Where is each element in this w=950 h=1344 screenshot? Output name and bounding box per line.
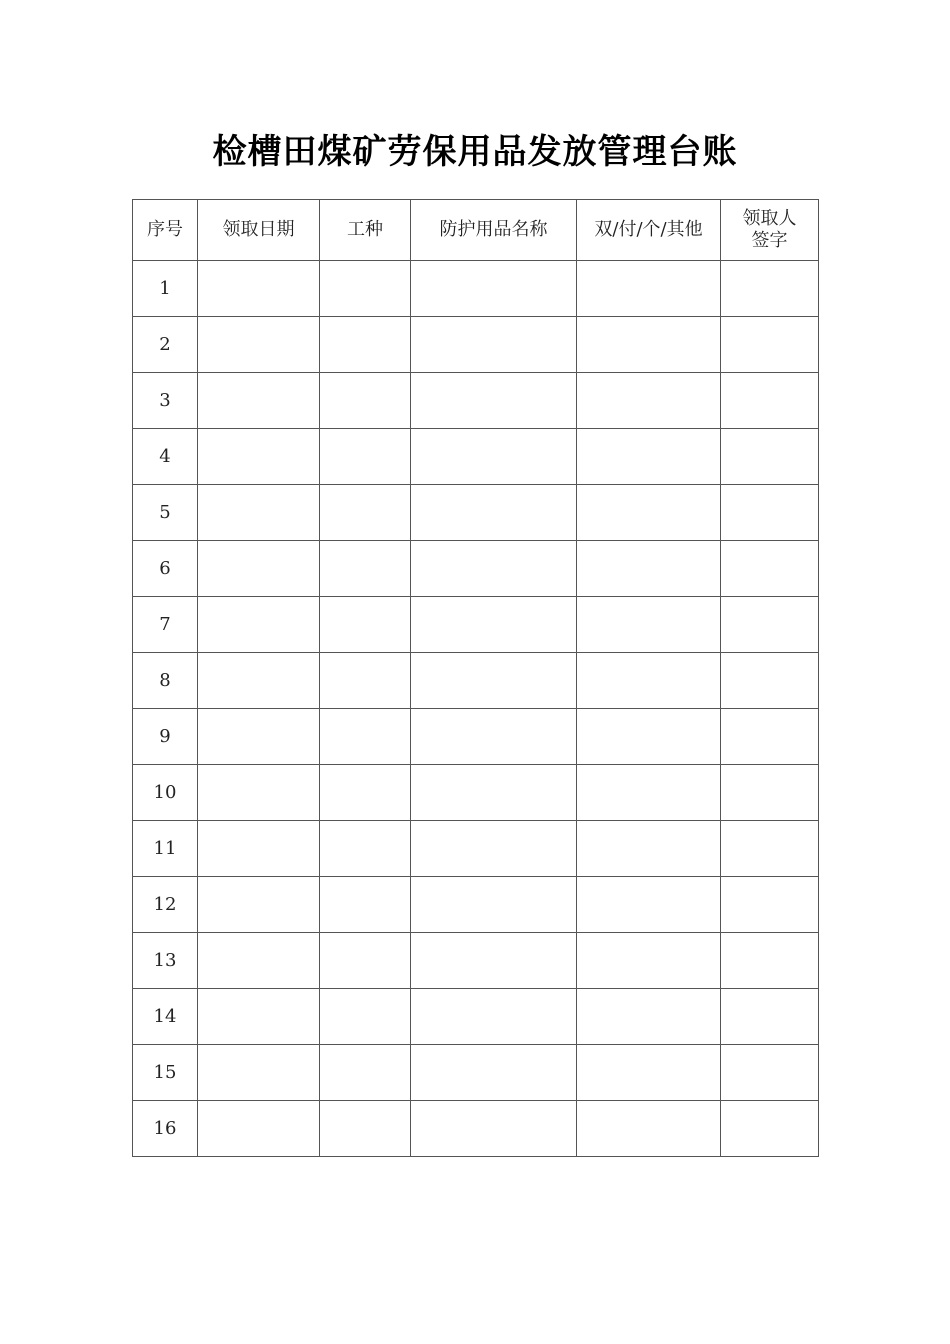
table-row <box>133 541 819 597</box>
table-row <box>133 765 819 821</box>
serial-no-cell: 2 <box>133 317 198 373</box>
job-type-cell[interactable] <box>320 1045 411 1101</box>
job-type-cell[interactable] <box>320 261 411 317</box>
equipment-name-cell[interactable] <box>411 317 577 373</box>
job-type-cell[interactable] <box>320 933 411 989</box>
table-row <box>133 653 819 709</box>
serial-no-cell: 4 <box>133 429 198 485</box>
equipment-name-cell[interactable] <box>411 765 577 821</box>
equipment-name-cell[interactable] <box>411 933 577 989</box>
unit-cell[interactable] <box>577 1045 721 1101</box>
table-row <box>133 317 819 373</box>
unit-cell[interactable] <box>577 653 721 709</box>
table-row <box>133 597 819 653</box>
signature-cell[interactable] <box>721 989 819 1045</box>
signature-cell[interactable] <box>721 1101 819 1157</box>
unit-cell[interactable] <box>577 709 721 765</box>
header-serial-no: 序号 <box>133 200 198 261</box>
ledger-table <box>132 199 819 1157</box>
unit-cell[interactable] <box>577 429 721 485</box>
table-row <box>133 821 819 877</box>
table-row <box>133 933 819 989</box>
equipment-name-cell[interactable] <box>411 821 577 877</box>
serial-no-cell: 13 <box>133 933 198 989</box>
table-row <box>133 485 819 541</box>
signature-cell[interactable] <box>721 373 819 429</box>
header-unit: 双/付/个/其他 <box>577 200 721 261</box>
table-row <box>133 1045 819 1101</box>
signature-cell[interactable] <box>721 821 819 877</box>
ledger-body <box>133 261 819 1157</box>
unit-cell[interactable] <box>577 821 721 877</box>
job-type-cell[interactable] <box>320 541 411 597</box>
header-equipment-name: 防护用品名称 <box>411 200 577 261</box>
issue-date-cell[interactable] <box>198 1045 320 1101</box>
issue-date-cell[interactable] <box>198 765 320 821</box>
issue-date-cell[interactable] <box>198 373 320 429</box>
equipment-name-cell[interactable] <box>411 709 577 765</box>
unit-cell[interactable] <box>577 765 721 821</box>
header-row <box>133 200 819 261</box>
equipment-name-cell[interactable] <box>411 877 577 933</box>
equipment-name-cell[interactable] <box>411 653 577 709</box>
signature-cell[interactable] <box>721 933 819 989</box>
issue-date-cell[interactable] <box>198 597 320 653</box>
signature-cell[interactable] <box>721 597 819 653</box>
serial-no-cell: 12 <box>133 877 198 933</box>
job-type-cell[interactable] <box>320 709 411 765</box>
job-type-cell[interactable] <box>320 373 411 429</box>
signature-cell[interactable] <box>721 709 819 765</box>
equipment-name-cell[interactable] <box>411 1045 577 1101</box>
issue-date-cell[interactable] <box>198 877 320 933</box>
issue-date-cell[interactable] <box>198 429 320 485</box>
equipment-name-cell[interactable] <box>411 261 577 317</box>
serial-no-cell: 10 <box>133 765 198 821</box>
header-job-type: 工种 <box>320 200 411 261</box>
serial-no-cell: 8 <box>133 653 198 709</box>
job-type-cell[interactable] <box>320 485 411 541</box>
issue-date-cell[interactable] <box>198 261 320 317</box>
table-row <box>133 373 819 429</box>
issue-date-cell[interactable] <box>198 541 320 597</box>
table-row <box>133 709 819 765</box>
job-type-cell[interactable] <box>320 429 411 485</box>
table-row <box>133 429 819 485</box>
unit-cell[interactable] <box>577 597 721 653</box>
job-type-cell[interactable] <box>320 317 411 373</box>
signature-cell[interactable] <box>721 1045 819 1101</box>
serial-no-cell: 3 <box>133 373 198 429</box>
signature-cell[interactable] <box>721 485 819 541</box>
table-row <box>133 261 819 317</box>
unit-cell[interactable] <box>577 989 721 1045</box>
serial-no-cell: 15 <box>133 1045 198 1101</box>
equipment-name-cell[interactable] <box>411 597 577 653</box>
table-row <box>133 877 819 933</box>
signature-cell[interactable] <box>721 877 819 933</box>
signature-cell[interactable] <box>721 261 819 317</box>
serial-no-cell: 1 <box>133 261 198 317</box>
serial-no-cell: 7 <box>133 597 198 653</box>
issue-date-cell[interactable] <box>198 485 320 541</box>
issue-date-cell[interactable] <box>198 653 320 709</box>
equipment-name-cell[interactable] <box>411 429 577 485</box>
header-recipient-signature <box>721 200 819 261</box>
job-type-cell[interactable] <box>320 989 411 1045</box>
serial-no-cell: 9 <box>133 709 198 765</box>
signature-cell[interactable] <box>721 765 819 821</box>
table-row <box>133 989 819 1045</box>
signature-cell[interactable] <box>721 317 819 373</box>
serial-no-cell: 16 <box>133 1101 198 1157</box>
job-type-cell[interactable] <box>320 597 411 653</box>
equipment-name-cell[interactable] <box>411 485 577 541</box>
issue-date-cell[interactable] <box>198 317 320 373</box>
job-type-cell[interactable] <box>320 1101 411 1157</box>
equipment-name-cell[interactable] <box>411 1101 577 1157</box>
unit-cell[interactable] <box>577 261 721 317</box>
issue-date-cell[interactable] <box>198 1101 320 1157</box>
serial-no-cell: 5 <box>133 485 198 541</box>
document-title: 检槽田煤矿劳保用品发放管理台账 <box>212 132 738 172</box>
issue-date-cell[interactable] <box>198 709 320 765</box>
unit-cell[interactable] <box>577 373 721 429</box>
serial-no-cell: 6 <box>133 541 198 597</box>
equipment-name-cell[interactable] <box>411 373 577 429</box>
equipment-name-cell[interactable] <box>411 989 577 1045</box>
job-type-cell[interactable] <box>320 653 411 709</box>
unit-cell[interactable] <box>577 485 721 541</box>
unit-cell[interactable] <box>577 933 721 989</box>
signature-cell[interactable] <box>721 653 819 709</box>
equipment-name-cell[interactable] <box>411 541 577 597</box>
unit-cell[interactable] <box>577 1101 721 1157</box>
issue-date-cell[interactable] <box>198 821 320 877</box>
job-type-cell[interactable] <box>320 821 411 877</box>
unit-cell[interactable] <box>577 541 721 597</box>
header-issue-date: 领取日期 <box>198 200 320 261</box>
job-type-cell[interactable] <box>320 765 411 821</box>
serial-no-cell: 11 <box>133 821 198 877</box>
issue-date-cell[interactable] <box>198 933 320 989</box>
unit-cell[interactable] <box>577 877 721 933</box>
table-row <box>133 1101 819 1157</box>
header-recipient-signature-label: 领取人签字 <box>742 208 797 251</box>
job-type-cell[interactable] <box>320 877 411 933</box>
signature-cell[interactable] <box>721 429 819 485</box>
serial-no-cell: 14 <box>133 989 198 1045</box>
signature-cell[interactable] <box>721 541 819 597</box>
unit-cell[interactable] <box>577 317 721 373</box>
issue-date-cell[interactable] <box>198 989 320 1045</box>
